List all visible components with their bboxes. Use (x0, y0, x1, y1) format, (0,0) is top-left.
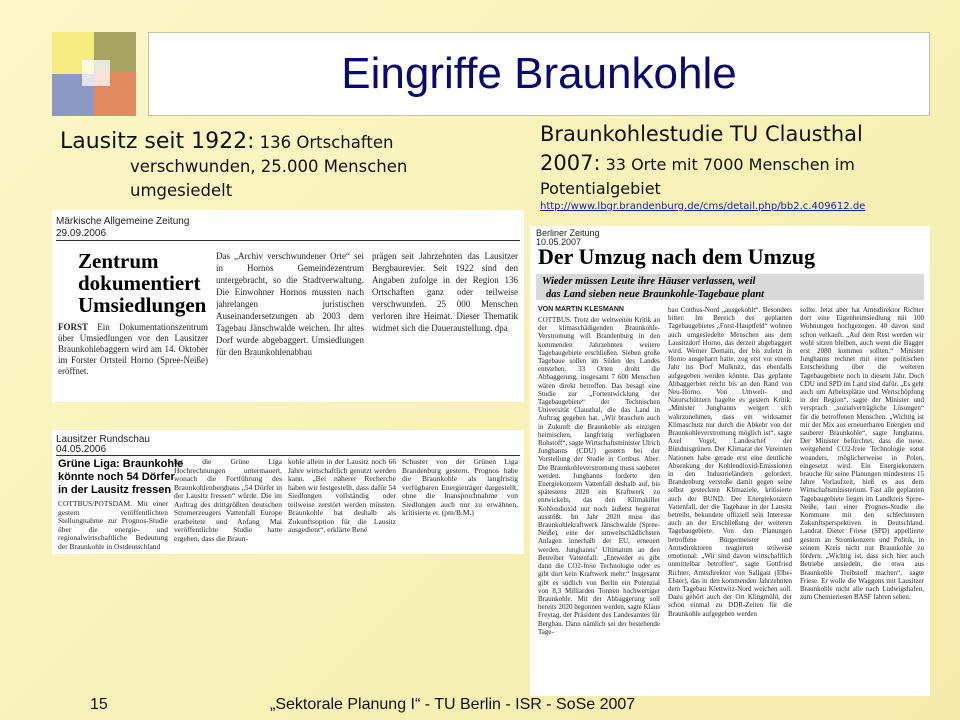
clip1-date: 29.09.2006 (56, 228, 107, 239)
newspaper-clip-maz (52, 210, 524, 402)
clip3-subhead-1: Wieder müssen Leute ihre Häuser verlassen, weil (542, 276, 756, 287)
left-body-line-1: verschwunden, 25.000 Menschen (130, 157, 408, 176)
clip2-source: Lausitzer Rundschau (56, 434, 150, 445)
clip3-headline: Der Umzug nach dem Umzug (538, 244, 816, 269)
clip2-headline-3: in der Lausitz fressen (58, 484, 172, 496)
clip3-col1: COTTBUS. Trotz der weltweiten Kritik an der klimaschädigenden Braunkohle-Verstromung will Brandenburg in den kommenden Jahrzehnten weitere Tagebaugebiete erschließen. Sieben große Tagebaue sollen im Süden des Landes entstehen, 33 Orten droht die Abbaggerung, insgesamt 7 600 Menschen wären direkt betroffen. Das besagt eine Studie zur „Fortentwicklung der Tagebaugebiete“ der Technischen Universität Clausthal, die das Land in Auftrag gegeben hat. „Wir brauchen auch in Zukunft die Braunkohle als einzigen heimischen, langfristig verfügbaren Rohstoff“, sagte Wirtschaftsminister Ulrich Junghanns (CDU) gestern bei der Vorstellung der Studie in Cottbus. Aber: Die Braunkohleverstromung muss sauberer werden. Junghanns forderte den Energiekonzern Vattenfall deshalb auf, bis spätestens 2020 ein Kraftwerk zu entwickeln, das den Klimakiller Kohlendioxid nur noch äußerst begrenzt ausstößt. Im Jahr 2020 muss das Braunkohlekraftwerk Jänschwalde (Spree-Neiße), eine der umweltschädlichsten Anlagen innerhalb der EU, erneuert werden. Junghanns’ Ultimatum an den Betreiber Vattenfall: „Entweder es gibt dann die CO2-freie Technologie oder es gibt dort kein Kraftwerk mehr.“ Insgesamt gibt es südlich von Berlin ein Potenzial von 8,3 Milliarden Tonnen hochwertiger Braunkohle. Mit der Abbaggerung soll bereits 2020 begonnen werden, sagte Klaus Freytag, der Präsident des Landesamtes für Bergbau. Dann nämlich sei der bestehende Tage- (538, 316, 660, 636)
clip1-col3: prägen seit Jahrzehnten das Lausitzer Bergbaurevier. Seit 1922 sind den Angaben zufolge in der Region 136 Ortschaften ganz oder teilweise verschwunden. 25 000 Menschen verloren ihre Heimat. Dieser Thematik widmet sich die Daueraustellung. dpa (372, 251, 518, 333)
clip2-col4: Schuster von der Grünen Liga Brandenburg gestern. Prognos habe die Braunkohle als langfristig verfügbaren Energieträger dargestellt, ohne die Inanspruchnahme von Siedlungen auch nur zu erwähnen, kritisierte er. (pm/B.M.) (402, 458, 518, 517)
footer-text: „Sektorale Planung I“ - TU Berlin - ISR - SoSe 2007 (270, 696, 636, 713)
clip3-subhead-2: das Land sieben neue Braunkohle-Tagebaue plant (546, 289, 765, 300)
clip3-date: 10.05.2007 (536, 237, 582, 247)
left-body-first: 136 Ortschaften (259, 133, 394, 152)
clip1-headline-1: Zentrum (78, 249, 159, 273)
clip2-col3: kohle allein in der Lausitz noch 66 Jahre wirtschaftlich genutzt werden kann. „Bei näherer Recherche haben wir festgestellt, dass dafür 54 Siedlungen vollständig oder teilweise zerstört werden müssten. Braunkohle hat deshalb als Zukunftsoption für die Lausitz ausgedient“, erklärte René (288, 458, 396, 534)
newspaper-clip-lr (52, 430, 524, 554)
right-lead-line-2: 2007: (540, 151, 601, 175)
right-lead-line-1: Braunkohlestudie TU Clausthal (540, 122, 863, 146)
clip3-author: VON MARTIN KLESMANN (538, 306, 624, 313)
right-body-2: Potentialgebiet (540, 179, 661, 198)
clip1-headline-2: dokumentiert (78, 271, 201, 295)
title-box (148, 32, 930, 116)
clip1-col1: FORST Ein Dokumentationszentrum über Umsiedlungen vor den Lausitzer Braunkohlebaggern wird am 14. Oktober im Forster Ortsteil Horno (Spree-Neiße) eröffnet. (58, 322, 208, 376)
clip3-col2: bau Cottbus-Nord „ausgekohlt“. Besonders bitter: Im Bereich des geplanten Tagebaugebietes „Forst-Hauptfeld“ wohnen auch umgesiedelte Menschen aus dem Lausitzdorf Horno, das derzeit abgebaggert wird. Werner Domain, der bis zuletzt in Horno ausgeharrt hatte, zog erst vor einem Jahr ins Dorf Mulknitz, das ebenfalls aufgegeben werden könnte. Das geplante Abbaggerbiet reicht bis an den Rand von Neu-Horno. Von Umwelt- und Naturschützern hagelte es gestern Kritik: „Minister Junghanns weigert sich wahrzunehmen, dass ein wirksamer Klimaschutz nur durch die Abkehr von der Braunkohleverstromung möglich ist“, sagte Axel Vogel, Landeschef der Bündnisgrünen. Der Klimarat der Vereinten Nationen habe gerade erst eine deutliche Absenkung der Kohlendioxid-Emissionen in den Industrieländern gefordert. Brandenburg verstoße damit gegen seine selbst gesteckten Klimaziele, kritisierte auch der BUND. Der Energiekonzern Vattenfall, der die Tagebaue in der Lausitz betreibt, bekundete offiziell sein Interesse auch an der Erschließung der weiteren Tagebaugebiete. Von den Planungen betroffene Bürgermeister und Amtsdirektoren reagierten teilweise emotional: „Wir sind davon wirtschaftlich unmittelbar betroffen“, sagte Gottfried Richter, Amtsdirektor von Sallgast (Elbe-Elster), das in den kommenden Jahrzehnten dem Tagebau Klettwitz-Nord weichen soll. Dazu gehört auch der Ort Klingmühl, der schon einmal zu DDR-Zeiten für die Braunkohle aufgegeben werden (668, 306, 792, 618)
clip1-source: Märkische Allgemeine Zeitung (56, 216, 190, 227)
left-body-line-2: umgesiedelt (130, 181, 233, 200)
clip3-col3: sollte. Jetzt aber hat Amtsdirektor Richter dort eine Eigenheimsiedlung mit 100 Wohnungen hochgezogen. 40 davon sind schon verkauft. „Auf dem Rest werden wir wohl sitzen bleiben, auch wenn die Bagger erst 2080 kommen sollten.“ Minister Junghanns rechnet mit einer politischen Entscheidung über die weiteren Tagebaugebiete noch in diesem Jahr. Doch CDU und SPD im Land sind dafür. „Es geht auch um Arbeitsplätze und Wertschöpfung in der Region“, sagte der Minister und versprach „sozialverträgliche Lösungen“ für die betroffenen Menschen. „Wichtig ist mir der Mix aus erneuerbaren Energien und sauberer Braunkohle“, sagte Junghanns. Der Minister befürchtet, dass die neue, weitgehend CO2-freie Technologie sonst woanders, möglicherweise in Polen, eingesetzt wird. Ein Energiekonzern brauche für seine Planungen mindestens 15 Jahre Vorlaufzeit, hieß es aus dem Wirtschaftsministerium. Fast alle geplanten Tagebaugebiete liegen im Landkreis Spree-Neiße, laut einer Prognos-Studie die Kommune mit den schlechtesten Zukunftsperspektiven in Deutschland. Landrat Dieter Friese (SPD) appellierte gestern an Stromkonzern und Politik, in seinem Kreis nicht nur Braunkohle zu fördern. „Wichtig ist, dass sich hier auch Betriebe ansiedeln, die etwa aus Braunkohle Treibstoff machen“, sagte Friese. Er wolle die Waggons mit Lausitzer Braunkohle nicht alle nach Ludwigshafen, zum Chemieriesen BASF fahren sehen. (800, 306, 924, 602)
clip2-headline-2: könnte noch 54 Dörfer (58, 471, 175, 483)
clip2-headline-1: Grüne Liga: Braunkohle (58, 458, 184, 470)
page-number: 15 (90, 696, 108, 713)
clip1-rule (56, 240, 520, 241)
clip3-source: Berliner Zeitung (536, 228, 600, 238)
logo-square-white (82, 60, 110, 86)
right-body: 33 Orte mit 7000 Menschen im (605, 155, 855, 174)
left-lead: Lausitz seit 1922: (60, 129, 255, 154)
right-bullet (540, 120, 940, 214)
clip2-col2: hat die Grüne Liga Hochrechnungen untermauert, wonach die Fortführung des Braunkohlenbergbaus „54 Dörfer in der Lausitz fressen“ würde. Die im Auftrag des drittgrößten deutschen Stromerzeugers Vattenfall Europe erarbeitete und Anfang Mai veröffentlichte Studie hatte ergeben, dass die Braun- (174, 458, 282, 543)
clip2-rule (56, 455, 520, 456)
slide-logo (52, 32, 136, 116)
slide-title: Eingriffe Braunkohle (341, 49, 737, 98)
study-link[interactable]: http://www.lbgr.brandenburg.de/cms/detail.php/bb2.c.409612.de (540, 201, 866, 212)
clip1-headline-3: Umsiedlungen (78, 293, 207, 317)
clip1-col2: Das „Archiv verschwundener Orte“ sei in Hornos Gemeindezentrum untergebracht, so die Stadtverwaltung. Die Einwohner Hornos mussten nach jahrelangen juristischen Auseinandersetzungen ab 2003 dem Tagebau Jänschwalde weichen. Ihr altes Dorf wurde abgebaggert. Umsiedlungen für den Braunkohlenabbau (216, 251, 364, 357)
left-bullet (60, 130, 480, 203)
newspaper-clip-bz (530, 226, 930, 696)
clip1-dateline: FORST (58, 322, 89, 332)
clip2-date: 04.05.2006 (56, 444, 107, 455)
clip2-dateline: COTTBUS/POTSDAM. (58, 500, 132, 508)
clip2-col1: COTTBUS/POTSDAM. Mit einer gestern veröffentlichten Stellungnahme zur Prognos-Studie über die energie- und regionalwirtschaftliche Bedeutung der Braunkohle in Ostdeutschland (58, 500, 168, 551)
